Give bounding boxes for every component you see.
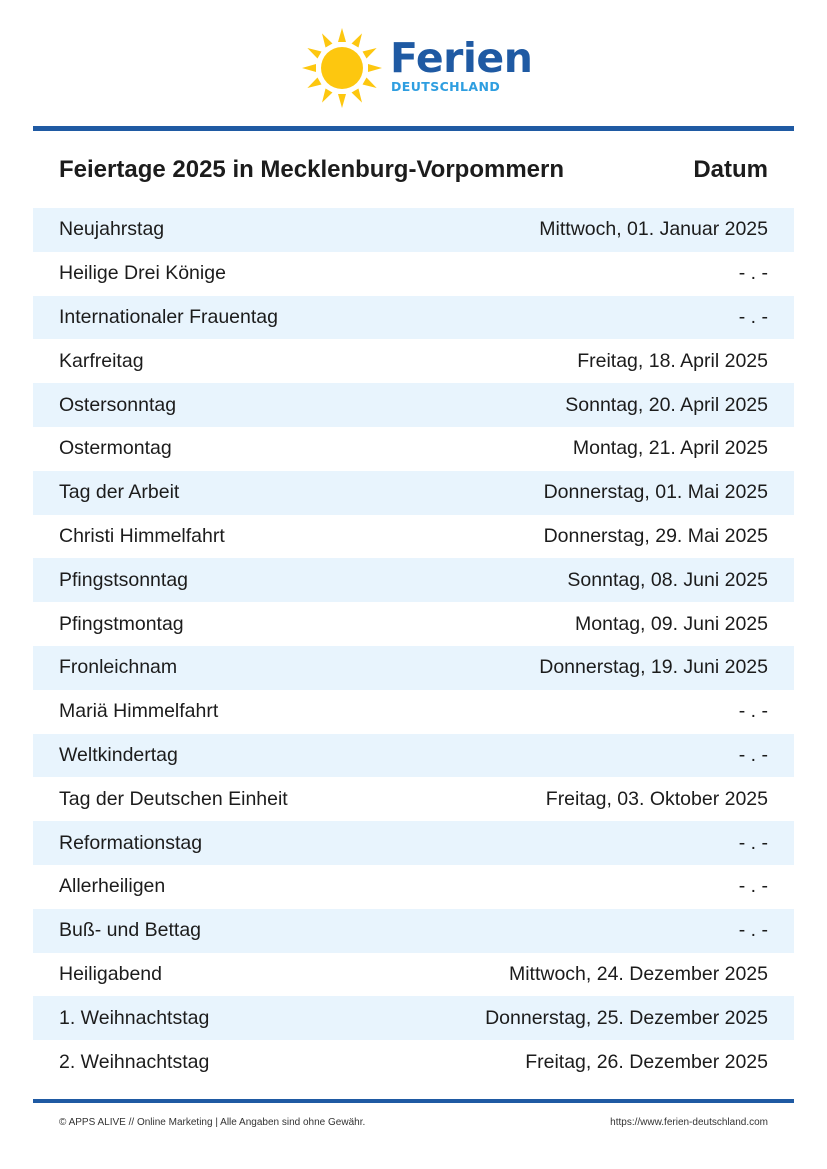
holiday-name: Allerheiligen xyxy=(59,875,166,898)
holiday-name: Heilige Drei Könige xyxy=(59,262,226,285)
holiday-date: Sonntag, 20. April 2025 xyxy=(565,393,768,416)
holiday-name: Pfingstmontag xyxy=(59,612,184,635)
table-row xyxy=(33,339,794,383)
table-row xyxy=(33,953,794,997)
footer xyxy=(59,1117,768,1128)
date-column-header: Datum xyxy=(693,156,768,183)
holiday-name: 1. Weihnachtstag xyxy=(59,1006,210,1029)
holiday-name: Buß- und Bettag xyxy=(59,919,202,942)
top-divider xyxy=(33,126,794,131)
holiday-name: Reformationstag xyxy=(59,831,203,854)
holiday-name: Internationaler Frauentag xyxy=(59,305,278,328)
holiday-name: Heiligabend xyxy=(59,962,162,985)
table-row xyxy=(33,821,794,865)
holiday-date: Freitag, 26. Dezember 2025 xyxy=(525,1050,768,1073)
page-title: Feiertage 2025 in Mecklenburg-Vorpommern xyxy=(59,156,565,183)
holiday-name: Neujahrstag xyxy=(59,218,165,241)
holiday-name: Mariä Himmelfahrt xyxy=(59,700,219,723)
holiday-table xyxy=(33,208,794,1084)
table-row xyxy=(33,471,794,515)
holiday-date: Donnerstag, 19. Juni 2025 xyxy=(539,656,768,679)
holiday-date: - . - xyxy=(738,919,768,942)
holiday-date: - . - xyxy=(738,743,768,766)
holiday-date: Donnerstag, 01. Mai 2025 xyxy=(543,481,768,504)
holiday-date: Mittwoch, 24. Dezember 2025 xyxy=(508,962,768,985)
holiday-date: Donnerstag, 25. Dezember 2025 xyxy=(485,1006,768,1029)
table-row xyxy=(33,208,794,252)
table-row xyxy=(33,996,794,1040)
holiday-name: Weltkindertag xyxy=(59,743,178,766)
holiday-date: Freitag, 03. Oktober 2025 xyxy=(545,787,768,810)
holiday-date: - . - xyxy=(738,831,768,854)
holiday-name: Fronleichnam xyxy=(59,656,178,679)
holiday-name: Christi Himmelfahrt xyxy=(59,524,225,547)
table-row xyxy=(33,734,794,778)
holiday-date: - . - xyxy=(738,700,768,723)
brand-title: Ferien xyxy=(390,34,533,82)
logo xyxy=(300,26,533,110)
holiday-date: Sonntag, 08. Juni 2025 xyxy=(567,568,768,591)
holiday-date: - . - xyxy=(738,305,768,328)
table-row xyxy=(33,865,794,909)
holiday-name: Pfingstsonntag xyxy=(59,568,189,591)
holiday-name: Tag der Arbeit xyxy=(59,481,180,504)
holiday-name: Tag der Deutschen Einheit xyxy=(59,787,288,810)
holiday-date: - . - xyxy=(738,875,768,898)
table-row xyxy=(33,427,794,471)
holiday-date: - . - xyxy=(738,262,768,285)
footer-url[interactable]: https://www.ferien-deutschland.com xyxy=(610,1117,768,1128)
table-row xyxy=(33,1040,794,1084)
footer-copyright: © APPS ALIVE // Online Marketing | Alle Angaben sind ohne Gewähr. xyxy=(59,1117,366,1128)
table-row xyxy=(33,383,794,427)
table-row xyxy=(33,909,794,953)
table-row xyxy=(33,296,794,340)
table-row xyxy=(33,252,794,296)
holiday-date: Montag, 21. April 2025 xyxy=(572,437,768,460)
holiday-name: Ostersonntag xyxy=(59,393,177,416)
table-row xyxy=(33,777,794,821)
holiday-name: 2. Weihnachtstag xyxy=(59,1050,210,1073)
table-row xyxy=(33,602,794,646)
table-row xyxy=(33,558,794,602)
holiday-date: Donnerstag, 29. Mai 2025 xyxy=(543,524,768,547)
holiday-name: Karfreitag xyxy=(59,349,144,372)
sun-icon xyxy=(300,26,384,110)
holiday-date: Montag, 09. Juni 2025 xyxy=(575,612,768,635)
table-header xyxy=(59,152,768,188)
brand-subtitle: DEUTSCHLAND xyxy=(391,79,501,94)
bottom-divider xyxy=(33,1099,794,1103)
table-row xyxy=(33,646,794,690)
holiday-date: Freitag, 18. April 2025 xyxy=(577,349,768,372)
table-row xyxy=(33,515,794,559)
holiday-date: Mittwoch, 01. Januar 2025 xyxy=(539,218,768,241)
table-row xyxy=(33,690,794,734)
holiday-name: Ostermontag xyxy=(59,437,172,460)
